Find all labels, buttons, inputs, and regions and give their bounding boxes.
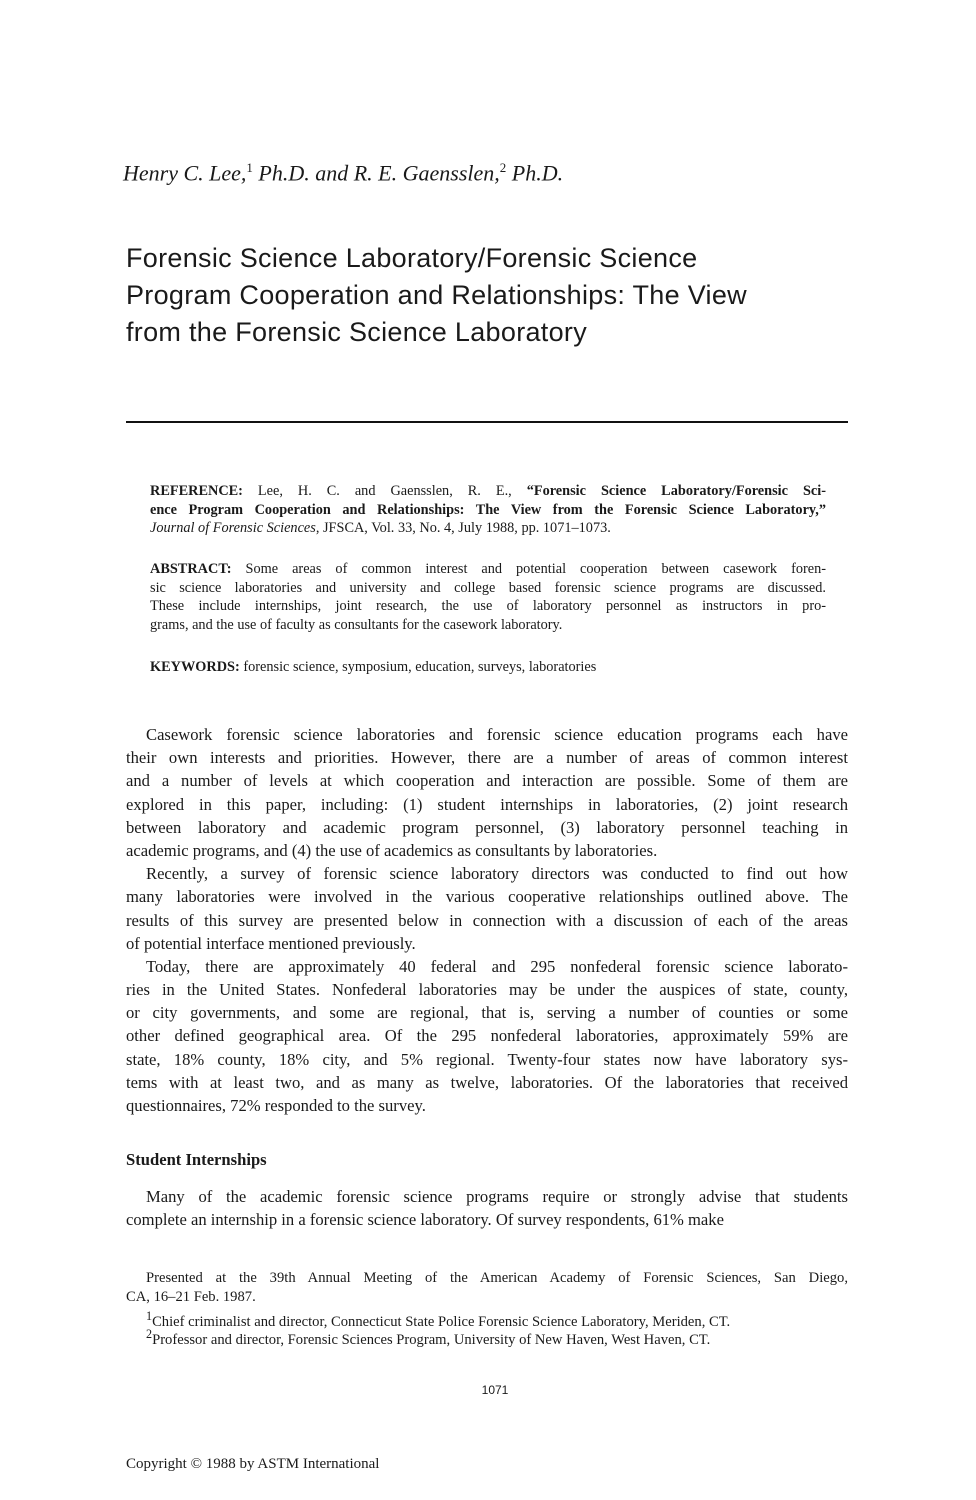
paragraph-line: Casework forensic science laboratories and forensic science education programs each have <box>146 725 848 744</box>
footnote-marker-1: 1 <box>246 160 253 175</box>
abstract-line: ABSTRACT: Some areas of common interest and potential cooperation between casework foren- <box>150 561 826 577</box>
paragraph-line: other defined geographical area. Of the 295 nonfederal laboratories, approximately 59% are <box>126 1026 848 1046</box>
keywords-block <box>150 658 826 677</box>
paragraph <box>126 723 848 862</box>
author-2: Ph.D. and R. E. Gaensslen, <box>252 160 500 186</box>
abstract-line: grams, and the use of faculty as consultants for the casework laboratory. <box>150 616 563 633</box>
page-number: 1071 <box>481 1383 509 1397</box>
footnote-marker-2: 2 <box>499 160 507 175</box>
title-line: Forensic Science Laboratory/Forensic Science <box>126 243 698 273</box>
paragraph-line: tems with at least two, and as many as twelve, laboratories. Of the laboratories that received <box>126 1072 848 1092</box>
abstract-block <box>150 560 826 634</box>
reference-block <box>150 482 826 538</box>
paragraph-line: results of this survey are presented below in connection with a discussion of each of the areas <box>126 910 848 930</box>
paragraph-line: academic programs, and (4) the use of academics as consultants by laboratories. <box>126 840 658 860</box>
abstract-line: sic science laboratories and university and college based forensic science programs are discussed. <box>150 579 826 596</box>
keywords-text: forensic science, symposium, education, surveys, laboratories <box>243 659 597 675</box>
footnote-line: CA, 16–21 Feb. 1987. <box>126 1288 256 1305</box>
paragraph <box>126 955 848 1117</box>
title-line: Program Cooperation and Relationships: The View <box>126 280 747 310</box>
footnotes <box>126 1269 848 1349</box>
authors-line <box>123 160 563 186</box>
paragraph <box>126 862 848 955</box>
paragraph-line: of potential interface mentioned previously. <box>126 933 416 953</box>
paragraph-line: and a number of levels at which cooperation and interaction are possible. Some of them are <box>126 771 848 791</box>
footnote-line: $^1$Chief criminalist and director, Connecticut State Police Forensic Science Laboratory, Meriden, CT. <box>146 1308 731 1330</box>
paragraph-line: Today, there are approximately 40 federal and 295 nonfederal forensic science laborato- <box>146 956 848 976</box>
abstract-line: These include internships, joint research, the use of laboratory personnel as instructors in pro- <box>150 598 826 614</box>
paragraph-line: complete an internship in a forensic science laboratory. Of survey respondents, 61% make <box>126 1210 724 1230</box>
body-text <box>126 723 848 1117</box>
paragraph-line: their own interests and priorities. However, there are a number of areas of common interest <box>126 748 848 768</box>
author-2-degree: Ph.D. <box>506 160 564 186</box>
article-title <box>126 240 747 351</box>
paragraph-line: state, 18% county, 18% city, and 5% regional. Twenty-four states now have laboratory sys- <box>126 1049 848 1069</box>
section-body <box>126 1185 848 1231</box>
copyright: Copyright © 1988 by ASTM International <box>126 1456 380 1472</box>
title-divider <box>126 421 848 423</box>
paragraph-line: Many of the academic forensic science programs require or strongly advise that students <box>146 1187 848 1206</box>
paragraph-line: questionnaires, 72% responded to the survey. <box>126 1096 426 1115</box>
reference-line: Journal of Forensic Sciences, JFSCA, Vol. 33, No. 4, July 1988, pp. 1071–1073. <box>150 520 611 536</box>
paragraph-line: many laboratories were involved in the various cooperative relationships outlined above. The <box>126 887 848 907</box>
paragraph-line: ries in the United States. Nonfederal laboratories may be under the auspices of state, county, <box>126 980 848 1000</box>
reference-line: REFERENCE: Lee, H. C. and Gaensslen, R. E., “Forensic Science Laboratory/Forensic Sci- <box>150 483 826 499</box>
paragraph-line: Recently, a survey of forensic science laboratory directors was conducted to find out how <box>146 864 848 884</box>
author-1: Henry C. Lee, <box>123 160 247 186</box>
section-heading: Student Internships <box>126 1150 267 1169</box>
title-line: from the Forensic Science Laboratory <box>126 317 588 347</box>
paragraph-line: or city governments, and some are regional, that is, serving a number of counties or some <box>126 1003 848 1023</box>
keywords-label: KEYWORDS: <box>150 659 240 675</box>
paragraph-line: between laboratory and academic program personnel, (3) laboratory personnel teaching in <box>126 817 848 837</box>
footnote-line: Presented at the 39th Annual Meeting of the American Academy of Forensic Sciences, San Diego, <box>146 1270 848 1286</box>
reference-line: ence Program Cooperation and Relationships: The View from the Forensic Science Laboratory,” <box>150 501 826 518</box>
paragraph-line: explored in this paper, including: (1) student internships in laboratories, (2) joint research <box>126 794 848 814</box>
footnote-line: $^2$Professor and director, Forensic Sciences Program, University of New Haven, West Haven, CT. <box>146 1327 711 1349</box>
